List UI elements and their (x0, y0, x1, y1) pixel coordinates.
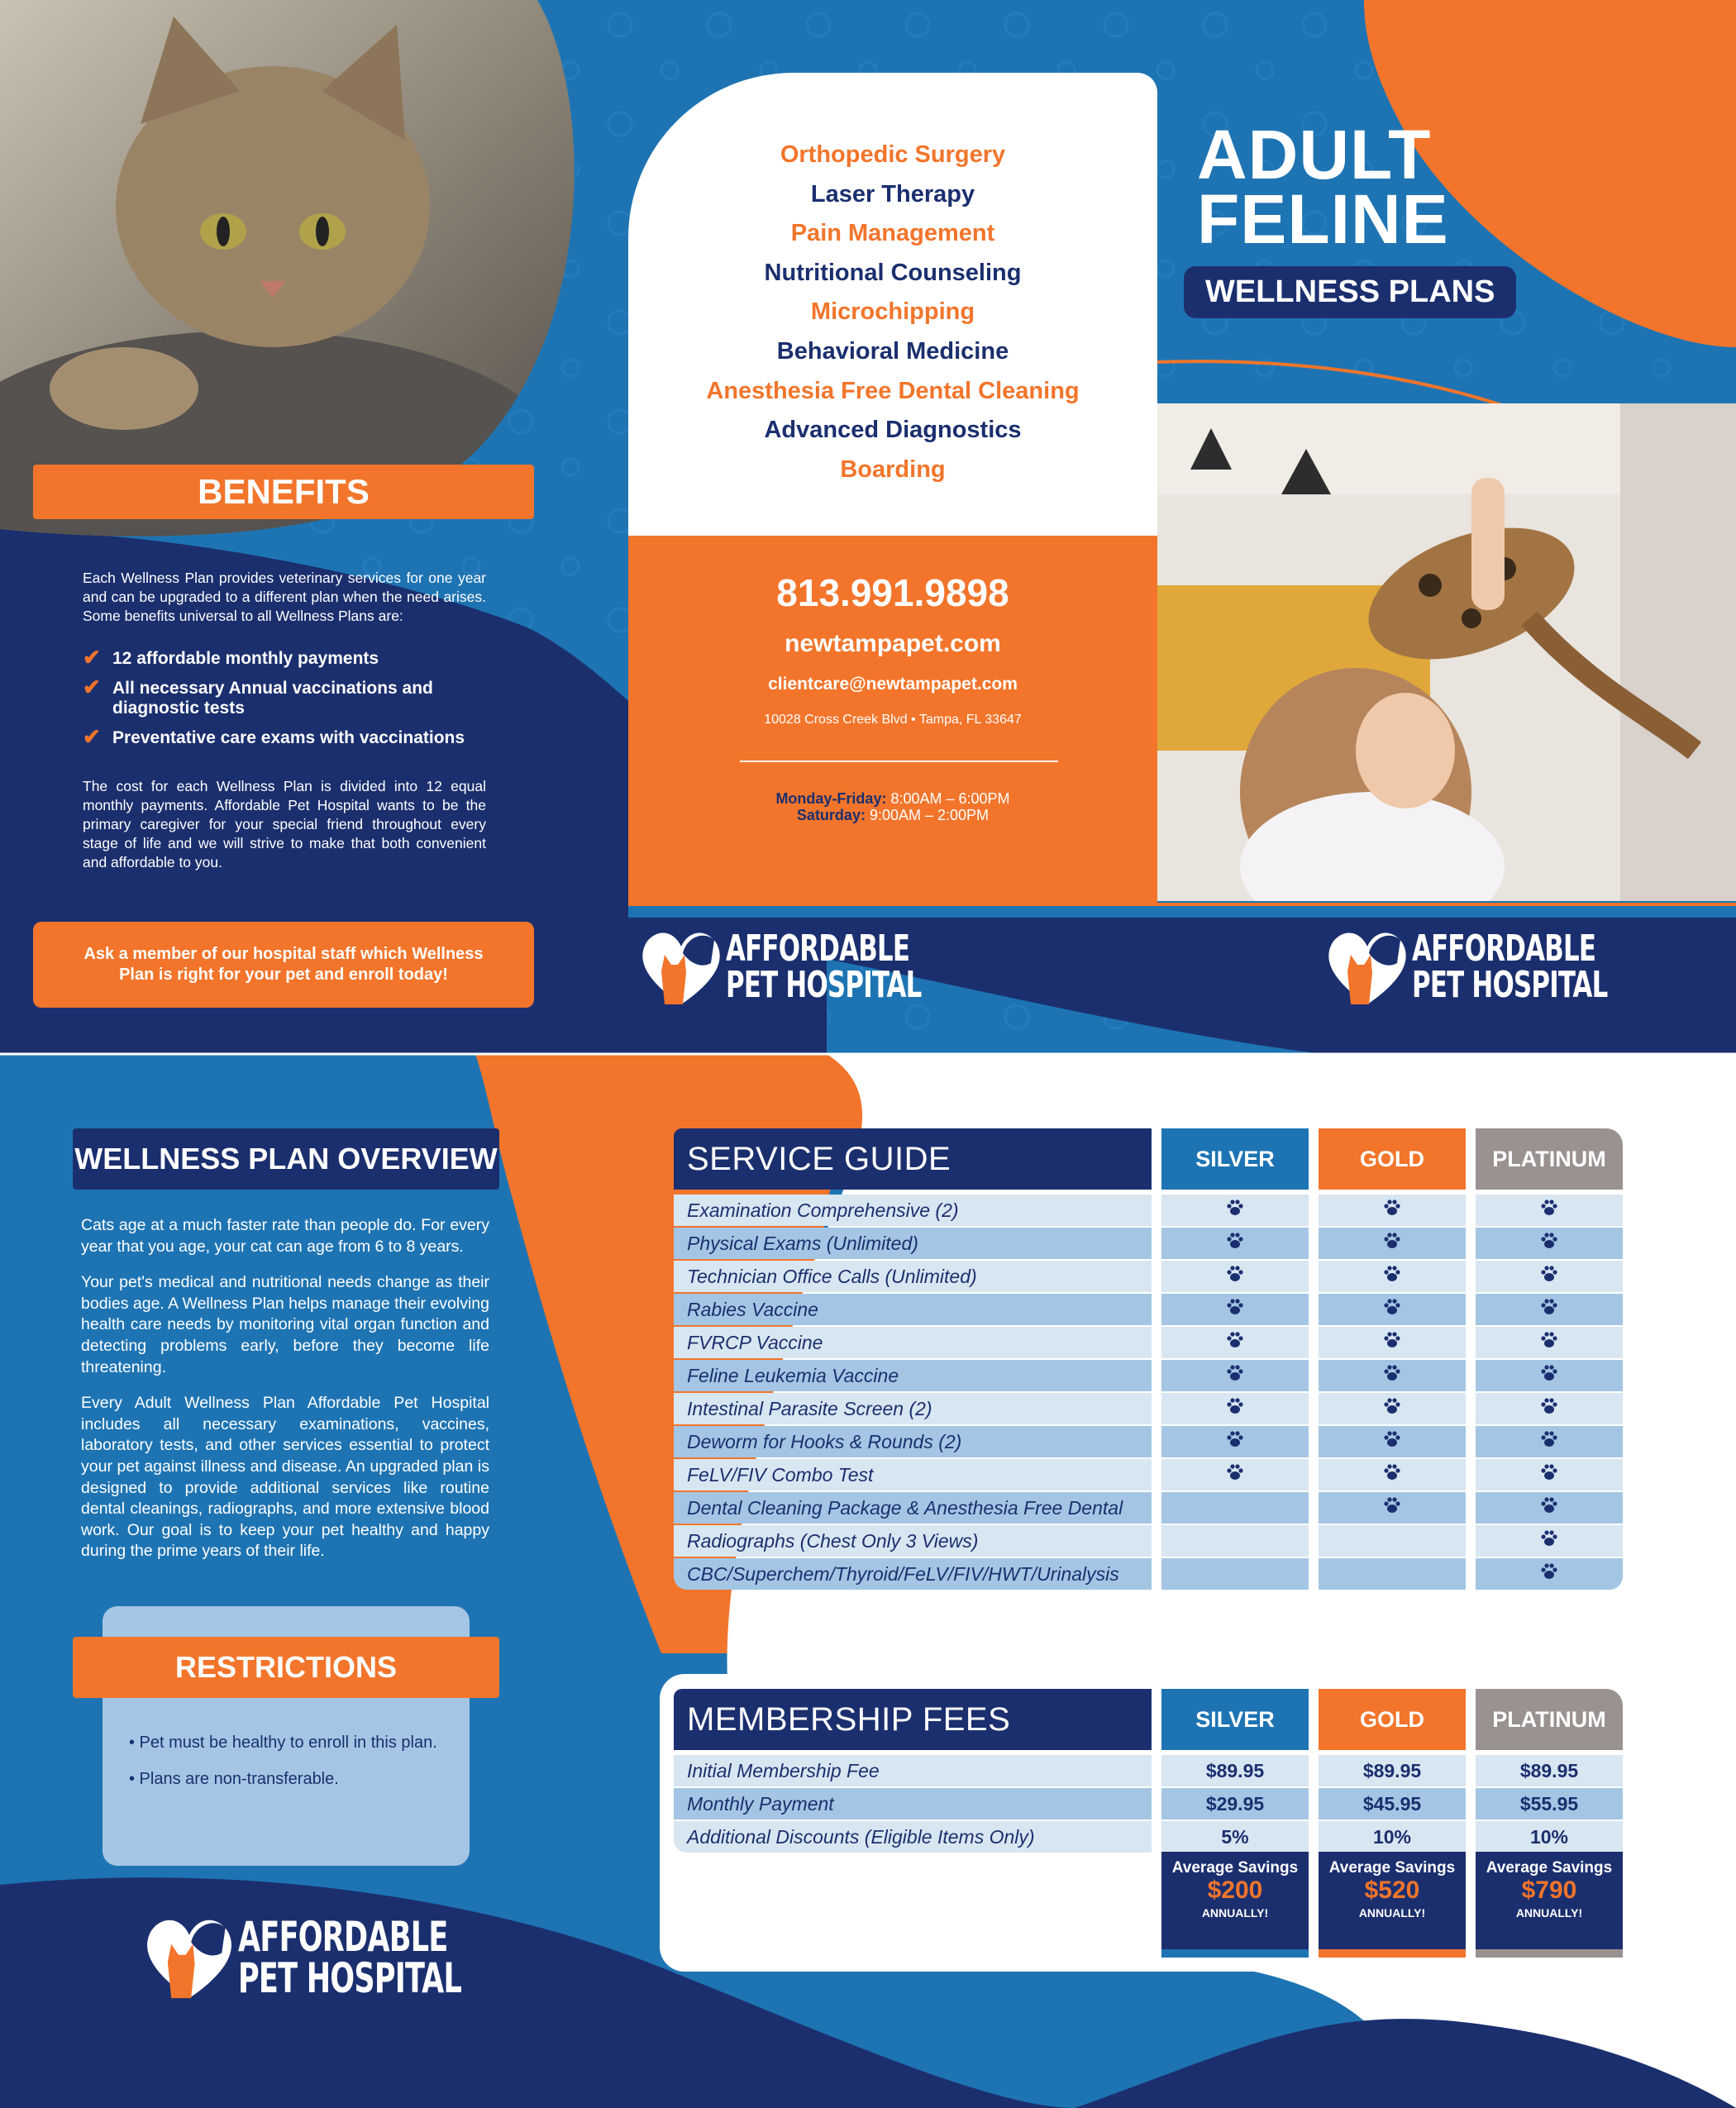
cat-dog-heart-logo-icon (141, 1908, 238, 2007)
paw-icon (1383, 1328, 1401, 1359)
logo (1323, 922, 1662, 1013)
savings-annually: ANNUALLY! (1358, 1906, 1426, 1920)
membership-value: $29.95 (1161, 1788, 1309, 1819)
service-item: Advanced Diagnostics (764, 417, 1022, 444)
service-cell-gold (1319, 1360, 1466, 1391)
paw-icon (1226, 1228, 1244, 1260)
savings-box-gold (1319, 1852, 1466, 1958)
paw-icon (1383, 1228, 1401, 1260)
paw-icon (1226, 1394, 1244, 1425)
column-header-platinum: PLATINUM (1476, 1689, 1623, 1750)
logo (141, 1908, 524, 2007)
paw-icon (1383, 1493, 1401, 1524)
savings-label: Average Savings (1328, 1859, 1456, 1877)
service-row-label: Intestinal Parasite Screen (2) (674, 1393, 1152, 1424)
paw-icon (1540, 1559, 1558, 1591)
saturday-label: Saturday: (796, 807, 866, 823)
checkmark-icon: ✔ (83, 724, 101, 749)
cat-dog-heart-logo-icon (637, 922, 726, 1013)
service-cell-platinum (1476, 1360, 1623, 1391)
service-cell-platinum (1476, 1228, 1623, 1259)
savings-annually: ANNUALLY! (1201, 1906, 1269, 1920)
logo-text (1412, 928, 1608, 1006)
restrictions-heading: RESTRICTIONS (73, 1637, 499, 1698)
service-cell-platinum (1476, 1261, 1623, 1292)
woman-with-cat-photo (1157, 403, 1736, 901)
service-cell-silver (1161, 1525, 1309, 1557)
service-cell-silver (1161, 1393, 1309, 1424)
checklist-item (83, 675, 496, 718)
membership-value: $55.95 (1476, 1788, 1623, 1819)
service-cell-silver (1161, 1294, 1309, 1325)
service-cell-platinum (1476, 1426, 1623, 1457)
checklist-item-label: Preventative care exams with vaccinations (112, 728, 465, 747)
membership-row-label: Additional Discounts (Eligible Items Only) (674, 1821, 1152, 1853)
service-cell-silver (1161, 1492, 1309, 1524)
overview-paragraph: Every Adult Wellness Plan Affordable Pet Hospital includes all necessary examinations, vaccines, laboratory tests, and other services essential to protect your pet against illness and disease. An upgraded plan is designed to provide additional services like routine dental cleanings, radiographs, and more extensive blood work. Our goal is to keep your pet healthy and happy during the prime years of their life. (81, 1394, 489, 1561)
divider (740, 761, 1058, 762)
logo-text (726, 928, 922, 1006)
paw-icon (1383, 1261, 1401, 1293)
savings-strip (1319, 1949, 1466, 1958)
service-row-label: Dental Cleaning Package & Anesthesia Free Dental (674, 1492, 1152, 1524)
service-row-label: Physical Exams (Unlimited) (674, 1228, 1152, 1259)
service-item: Pain Management (790, 220, 995, 247)
service-cell-gold (1319, 1228, 1466, 1259)
paw-icon (1540, 1228, 1558, 1260)
address: 10028 Cross Creek Blvd • Tampa, FL 33647 (764, 713, 1022, 727)
service-row-label: Feline Leukemia Vaccine (674, 1360, 1152, 1391)
service-cell-platinum (1476, 1492, 1623, 1524)
service-cell-platinum (1476, 1294, 1623, 1325)
logo-line-2: PET HOSPITAL (726, 964, 922, 1006)
membership-value: $89.95 (1319, 1755, 1466, 1786)
paw-icon (1383, 1295, 1401, 1326)
service-cell-silver (1161, 1558, 1309, 1590)
website-link[interactable]: newtampapet.com (785, 630, 1001, 657)
restrictions-list (129, 1733, 476, 1805)
service-row-label: Radiographs (Chest Only 3 Views) (674, 1525, 1152, 1557)
restriction-item: • Pet must be healthy to enroll in this plan. (129, 1734, 437, 1752)
paw-icon (1540, 1394, 1558, 1425)
overview-paragraph: Cats age at a much faster rate than people do. For every year that you age, your cat can age from 6 to 8 years. (81, 1216, 489, 1256)
membership-row-label: Initial Membership Fee (674, 1755, 1152, 1786)
checkmark-icon: ✔ (83, 675, 101, 699)
paw-icon (1383, 1361, 1401, 1392)
service-row-label: Examination Comprehensive (2) (674, 1195, 1152, 1226)
checklist-item-label: 12 affordable monthly payments (112, 649, 379, 668)
benefits-checklist (83, 645, 496, 758)
service-cell-silver (1161, 1261, 1309, 1292)
logo-line-1: AFFORDABLE (238, 1913, 448, 1961)
paw-icon (1540, 1195, 1558, 1227)
savings-box-platinum (1476, 1852, 1623, 1958)
savings-strip (1476, 1949, 1623, 1958)
service-cell-gold (1319, 1492, 1466, 1524)
service-cell-platinum (1476, 1525, 1623, 1557)
title-line-1: ADULT (1197, 116, 1432, 193)
email-link[interactable]: clientcare@newtampapet.com (768, 675, 1018, 694)
overview-heading: WELLNESS PLAN OVERVIEW (73, 1128, 499, 1190)
savings-value: $520 (1364, 1877, 1420, 1904)
service-cell-gold (1319, 1525, 1466, 1557)
paw-icon (1226, 1460, 1244, 1491)
savings-label: Average Savings (1171, 1859, 1299, 1877)
cat-photo (0, 0, 595, 537)
membership-heading: MEMBERSHIP FEES (674, 1689, 1152, 1750)
checklist-item-label: All necessary Annual vaccinations and diagnostic tests (112, 679, 433, 718)
paw-icon (1383, 1195, 1401, 1227)
savings-value: $790 (1521, 1877, 1577, 1904)
membership-value: 10% (1476, 1821, 1623, 1853)
service-row-label: Technician Office Calls (Unlimited) (674, 1261, 1152, 1292)
restriction-item: • Plans are non-transferable. (129, 1770, 339, 1788)
service-cell-platinum (1476, 1459, 1623, 1490)
service-item: Anesthesia Free Dental Cleaning (706, 377, 1080, 404)
service-cell-silver (1161, 1327, 1309, 1358)
service-cell-platinum (1476, 1558, 1623, 1590)
page-title (1197, 116, 1449, 258)
service-cell-platinum (1476, 1393, 1623, 1424)
service-row-label: FVRCP Vaccine (674, 1327, 1152, 1358)
paw-icon (1226, 1361, 1244, 1392)
column-header-silver: SILVER (1161, 1689, 1309, 1750)
contact-card (628, 536, 1157, 906)
paw-icon (1540, 1295, 1558, 1326)
paw-icon (1540, 1493, 1558, 1524)
savings-box-silver (1161, 1852, 1309, 1958)
membership-value: 5% (1161, 1821, 1309, 1853)
paw-icon (1540, 1460, 1558, 1491)
membership-value: $89.95 (1161, 1755, 1309, 1786)
service-cell-platinum (1476, 1195, 1623, 1226)
service-item: Nutritional Counseling (764, 259, 1022, 286)
paw-icon (1383, 1394, 1401, 1425)
paw-icon (1540, 1328, 1558, 1359)
paw-icon (1226, 1427, 1244, 1458)
membership-value: $89.95 (1476, 1755, 1623, 1786)
cat-dog-heart-logo-icon (1323, 922, 1412, 1013)
weekday-hours: 8:00AM – 6:00PM (890, 790, 1010, 807)
service-cell-silver (1161, 1360, 1309, 1391)
paw-icon (1226, 1261, 1244, 1293)
logo (637, 922, 976, 1013)
service-item: Boarding (840, 455, 946, 483)
service-cell-gold (1319, 1459, 1466, 1490)
business-hours (628, 790, 1157, 823)
service-row-label: Rabies Vaccine (674, 1294, 1152, 1325)
service-cell-silver (1161, 1228, 1309, 1259)
savings-strip (1161, 1949, 1309, 1958)
service-item: Behavioral Medicine (776, 337, 1009, 365)
membership-row-label: Monthly Payment (674, 1788, 1152, 1819)
service-row-label: FeLV/FIV Combo Test (674, 1459, 1152, 1490)
logo-text (238, 1913, 462, 2002)
paw-icon (1540, 1261, 1558, 1293)
benefits-heading: BENEFITS (33, 465, 534, 519)
savings-annually: ANNUALLY! (1515, 1906, 1583, 1920)
savings-value: $200 (1207, 1877, 1263, 1904)
benefits-intro: Each Wellness Plan provides veterinary services for one year and can be upgraded to a different plan when the need arises. Some benefits universal to all Wellness Plans are: (83, 570, 486, 624)
membership-value: 10% (1319, 1821, 1466, 1853)
checkmark-icon: ✔ (83, 645, 101, 670)
weekday-label: Monday-Friday: (775, 790, 887, 807)
paw-icon (1383, 1460, 1401, 1491)
paw-icon (1540, 1427, 1558, 1458)
service-cell-gold (1319, 1294, 1466, 1325)
services-card (628, 73, 1157, 536)
column-header-gold: GOLD (1319, 1128, 1466, 1190)
service-cell-silver (1161, 1426, 1309, 1457)
logo-line-1: AFFORDABLE (726, 928, 910, 970)
saturday-hours: 9:00AM – 2:00PM (869, 807, 990, 823)
phone-number[interactable]: 813.991.9898 (776, 571, 1009, 614)
checklist-item (83, 645, 496, 670)
service-cell-gold (1319, 1393, 1466, 1424)
paw-icon (1226, 1295, 1244, 1326)
service-guide-heading: SERVICE GUIDE (674, 1128, 1152, 1190)
title-pill: WELLNESS PLANS (1184, 266, 1516, 318)
services-list (628, 136, 1157, 489)
service-cell-gold (1319, 1426, 1466, 1457)
logo-line-2: PET HOSPITAL (238, 1954, 462, 2002)
service-row-label: Deworm for Hooks & Rounds (2) (674, 1426, 1152, 1457)
service-cell-platinum (1476, 1327, 1623, 1358)
membership-value: $45.95 (1319, 1788, 1466, 1819)
logo-line-2: PET HOSPITAL (1412, 964, 1608, 1006)
column-header-silver: SILVER (1161, 1128, 1309, 1190)
overview-text (81, 1215, 489, 1577)
benefits-cost-text: The cost for each Wellness Plan is divided into 12 equal monthly payments. Affordable Pet Hospital wants to be the primary caregiver for your special friend throughout every stage of life and we will strive to make that both convenient and affordable to you. (83, 778, 486, 870)
paw-icon (1226, 1195, 1244, 1227)
service-item: Laser Therapy (810, 180, 975, 207)
service-cell-gold (1319, 1327, 1466, 1358)
service-cell-silver (1161, 1195, 1309, 1226)
service-cell-gold (1319, 1261, 1466, 1292)
service-cell-silver (1161, 1459, 1309, 1490)
paw-icon (1540, 1526, 1558, 1557)
logo-line-1: AFFORDABLE (1412, 928, 1596, 970)
service-cell-gold (1319, 1195, 1466, 1226)
service-row-label: CBC/Superchem/Thyroid/FeLV/FIV/HWT/Urinalysis (674, 1558, 1152, 1590)
checklist-item (83, 724, 496, 749)
column-header-platinum: PLATINUM (1476, 1128, 1623, 1190)
enroll-callout: Ask a member of our hospital staff which Wellness Plan is right for your pet and enroll today! (33, 922, 534, 1008)
overview-paragraph: Your pet's medical and nutritional needs change as their bodies age. A Wellness Plan helps manage their evolving health care needs by monitoring vital organ function and detecting problems early, before they become life threatening. (81, 1273, 489, 1376)
service-cell-gold (1319, 1558, 1466, 1590)
column-header-gold: GOLD (1319, 1689, 1466, 1750)
paw-icon (1226, 1328, 1244, 1359)
service-item: Microchipping (810, 298, 975, 326)
paw-icon (1540, 1361, 1558, 1392)
savings-label: Average Savings (1486, 1859, 1613, 1877)
service-item: Orthopedic Surgery (780, 141, 1006, 168)
title-line-2: FELINE (1197, 180, 1449, 258)
paw-icon (1383, 1427, 1401, 1458)
